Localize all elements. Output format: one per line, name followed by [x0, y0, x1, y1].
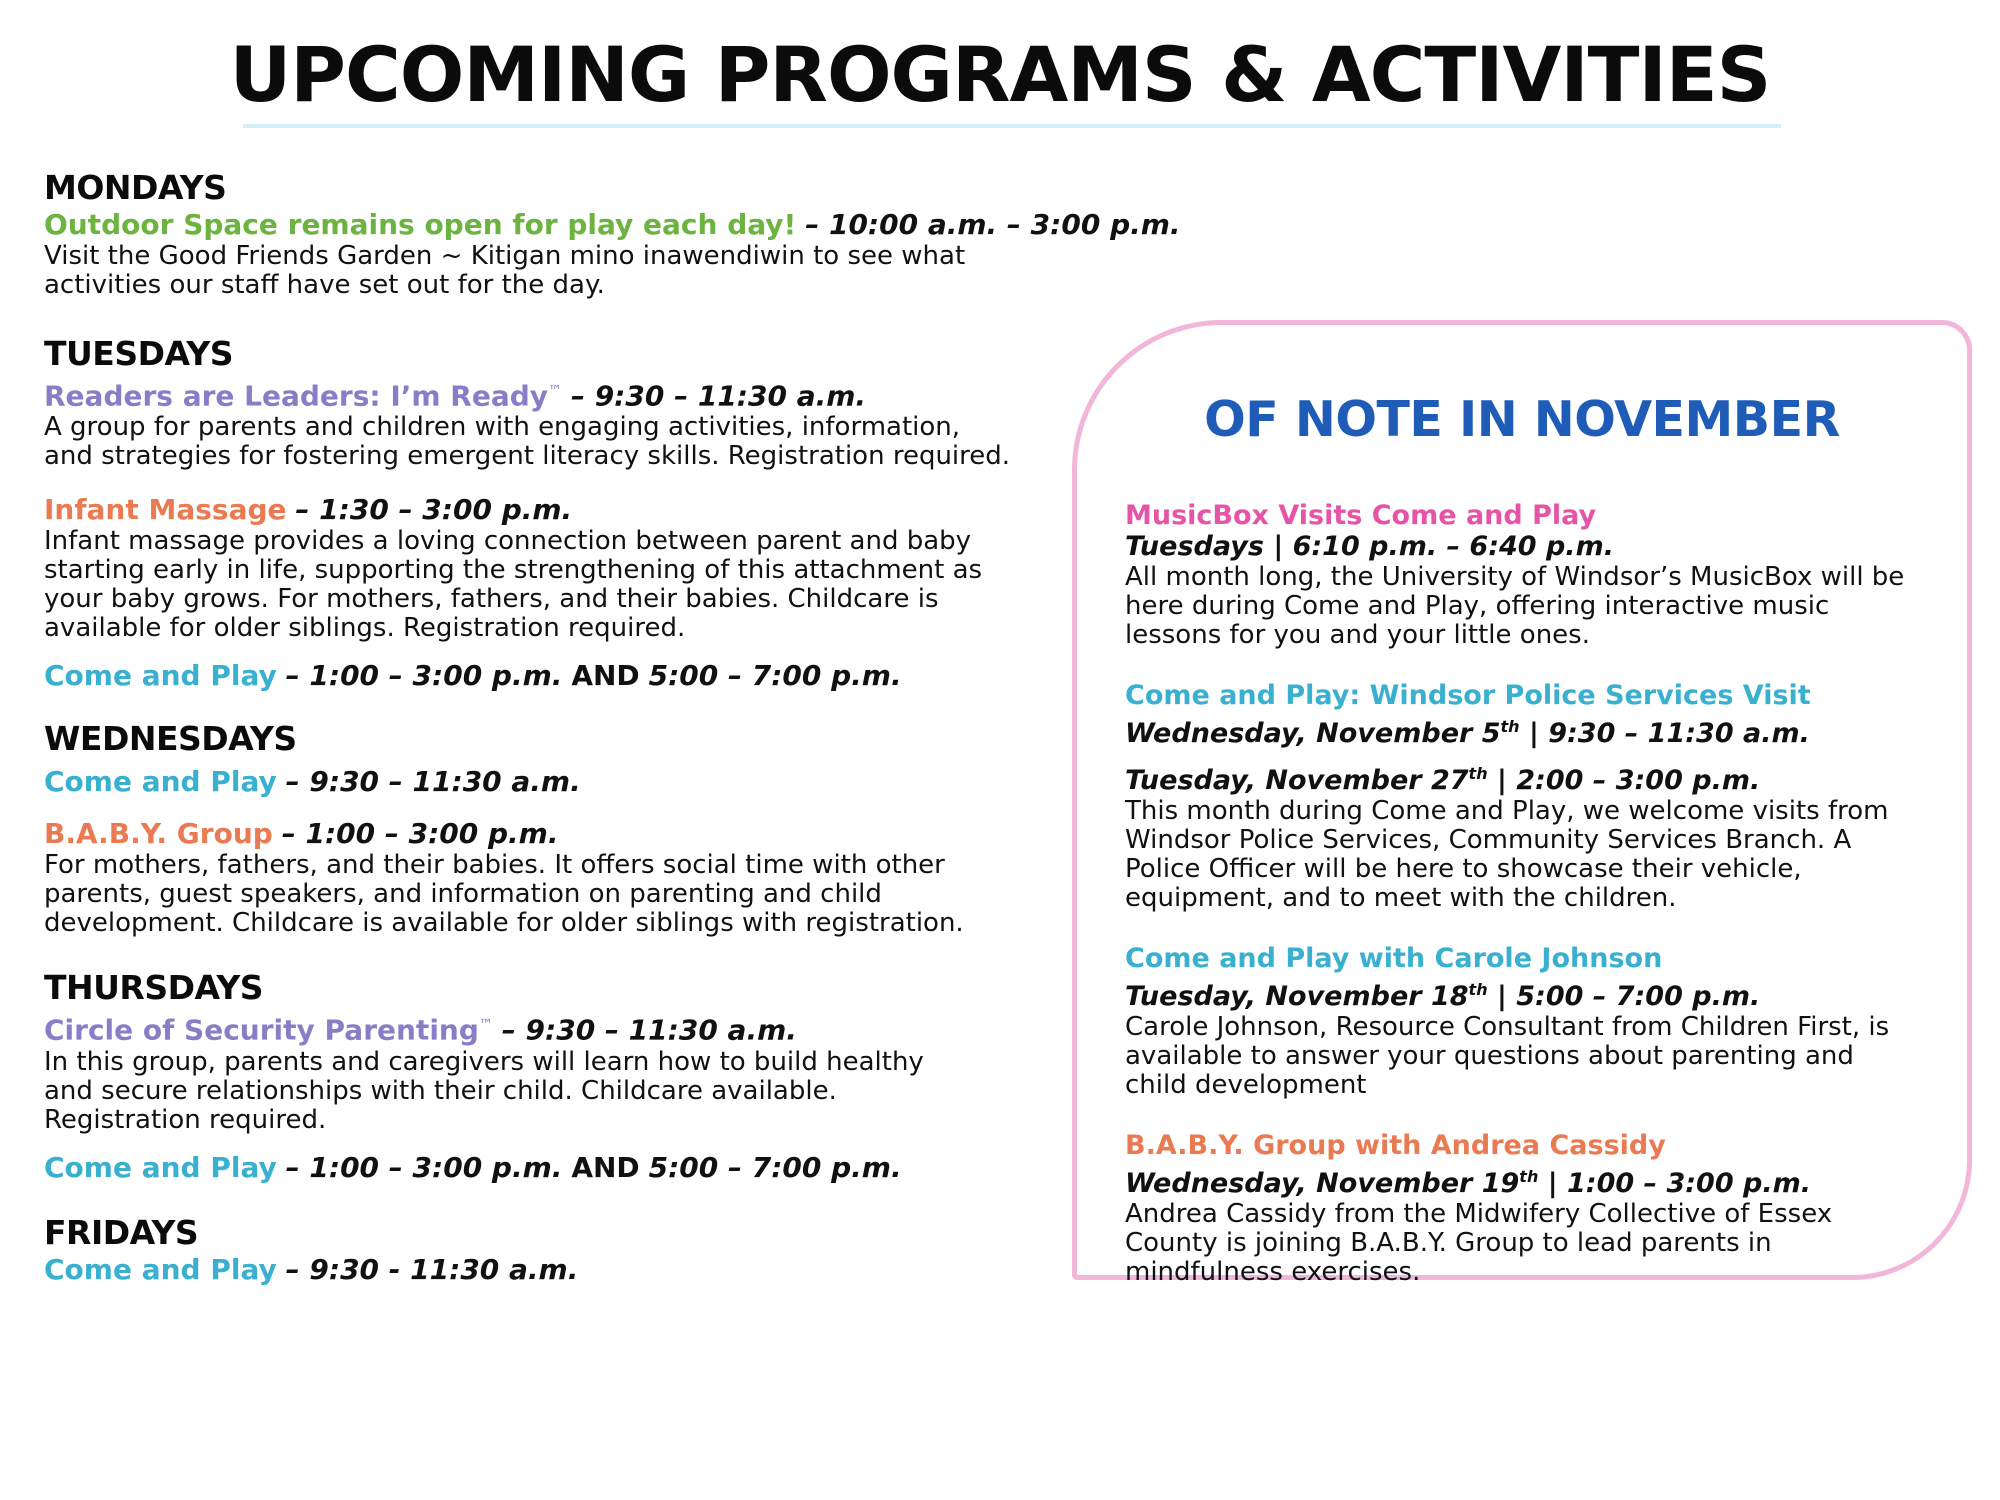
- program-description: In this group, parents and caregivers will learn how to build healthy: [44, 1046, 924, 1077]
- program-name: Readers are Leaders: I’m Ready: [44, 379, 549, 413]
- program-outdoor-space: [44, 208, 1181, 242]
- event-description: child development: [1125, 1070, 1367, 1100]
- program-description: Visit the Good Friends Garden ~ Kitigan mino inawendiwin to see what: [44, 241, 966, 271]
- event-description: mindfulness exercises.: [1125, 1257, 1421, 1287]
- program-name: Outdoor Space remains open for play each day!: [44, 208, 797, 241]
- event-title: Come and Play: Windsor Police Services Visit: [1125, 680, 1811, 711]
- program-come-and-play: [44, 1151, 1054, 1185]
- program-name: Infant Massage: [44, 493, 287, 527]
- trademark-mark: ™: [478, 1017, 493, 1034]
- event-description: lessons for you and your little ones.: [1125, 620, 1590, 650]
- event-title: MusicBox Visits Come and Play: [1125, 500, 1597, 531]
- event-description: County is joining B.A.B.Y. Group to lead parents in: [1125, 1228, 1772, 1258]
- program-time: – 10:00 a.m. – 3:00 p.m.: [805, 208, 1181, 241]
- program-description: Infant massage provides a loving connection between parent and baby: [44, 526, 972, 557]
- program-baby-group: [44, 817, 1054, 851]
- program-description: activities our staff have set out for the day.: [44, 270, 605, 300]
- event-date: Tuesday, November 18th | 5:00 – 7:00 p.m.: [1125, 980, 1761, 1012]
- event-date: Wednesday, November 5th | 9:30 – 11:30 a.m.: [1125, 717, 1810, 749]
- program-description: and strategies for fostering emergent literacy skills. Registration required.: [44, 441, 1011, 472]
- event-date: Tuesday, November 27th | 2:00 – 3:00 p.m.: [1125, 764, 1761, 796]
- event-description: This month during Come and Play, we welcome visits from: [1125, 796, 1889, 826]
- program-description: and secure relationships with their child. Childcare available.: [44, 1075, 837, 1106]
- program-come-and-play: [44, 765, 1054, 799]
- program-time: 5:00 – 7:00 p.m.: [648, 1150, 902, 1184]
- day-heading-wednesdays: WEDNESDAYS: [44, 719, 297, 759]
- program-time: – 1:00 – 3:00 p.m.: [285, 1150, 563, 1184]
- program-name: Come and Play: [44, 765, 277, 799]
- program-description: For mothers, fathers, and their babies. It offers social time with other: [44, 850, 945, 881]
- weekly-schedule: [44, 168, 1181, 1287]
- event-description: here during Come and Play, offering interactive music: [1125, 591, 1830, 621]
- program-come-and-play: [44, 659, 1054, 693]
- program-infant-massage: [44, 493, 1054, 527]
- program-description: starting early in life, supporting the strengthening of this attachment as: [44, 555, 983, 586]
- program-time: 5:00 – 7:00 p.m.: [648, 659, 902, 693]
- program-time: – 9:30 – 11:30 a.m.: [570, 379, 867, 413]
- event-title: Come and Play with Carole Johnson: [1125, 943, 1663, 974]
- program-time: – 1:00 – 3:00 p.m.: [281, 817, 559, 851]
- day-heading-fridays: FRIDAYS: [44, 1212, 199, 1252]
- program-come-and-play: [44, 1253, 1054, 1287]
- event-description: Carole Johnson, Resource Consultant from Children First, is: [1125, 1012, 1890, 1042]
- title-divider: [243, 124, 1781, 128]
- event-description: available to answer your questions about parenting and: [1125, 1041, 1854, 1071]
- program-time: – 9:30 - 11:30 a.m.: [285, 1252, 579, 1286]
- event-date: Tuesdays | 6:10 p.m. – 6:40 p.m.: [1125, 531, 1614, 562]
- program-name: Come and Play: [44, 1150, 277, 1184]
- program-and: AND: [571, 659, 640, 693]
- program-time: – 1:30 – 3:00 p.m.: [295, 493, 573, 527]
- event-description: Windsor Police Services, Community Services Branch. A: [1125, 825, 1852, 855]
- program-description: your baby grows. For mothers, fathers, and their babies. Childcare is: [44, 584, 939, 615]
- program-time: – 1:00 – 3:00 p.m.: [285, 659, 563, 693]
- event-description: All month long, the University of Windsor’s MusicBox will be: [1125, 562, 1905, 592]
- note-title: OF NOTE IN NOVEMBER: [1204, 391, 1840, 448]
- program-time: – 9:30 – 11:30 a.m.: [285, 765, 581, 799]
- page-title: UPCOMING PROGRAMS & ACTIVITIES: [229, 30, 1771, 119]
- day-heading-tuesdays: TUESDAYS: [44, 334, 234, 373]
- program-description: development. Childcare is available for older siblings with registration.: [44, 908, 964, 939]
- program-description: parents, guest speakers, and information on parenting and child: [44, 879, 882, 910]
- event-description: Andrea Cassidy from the Midwifery Collective of Essex: [1125, 1199, 1833, 1229]
- program-name: B.A.B.Y. Group: [44, 817, 273, 851]
- event-description: equipment, and to meet with the children.: [1125, 883, 1677, 913]
- program-description: Registration required.: [44, 1104, 327, 1135]
- event-title: B.A.B.Y. Group with Andrea Cassidy: [1125, 1130, 1666, 1161]
- event-date: Wednesday, November 19th | 1:00 – 3:00 p.m.: [1125, 1167, 1811, 1199]
- program-description: available for older siblings. Registration required.: [44, 613, 686, 644]
- program-name: Circle of Security Parenting: [44, 1013, 479, 1047]
- program-name: Come and Play: [44, 659, 277, 693]
- note-events: [1125, 500, 1945, 1287]
- program-description: A group for parents and children with engaging activities, information,: [44, 412, 961, 443]
- day-heading-mondays: MONDAYS: [44, 168, 227, 207]
- program-readers-are-leaders: [44, 374, 1054, 413]
- program-circle-of-security: [44, 1008, 1054, 1047]
- program-and: AND: [571, 1150, 640, 1184]
- trademark-mark: ™: [548, 383, 563, 399]
- program-name: Come and Play: [44, 1252, 277, 1286]
- program-time: – 9:30 – 11:30 a.m.: [501, 1013, 797, 1047]
- day-heading-thursdays: THURSDAYS: [44, 968, 264, 1008]
- event-description: Police Officer will be here to showcase their vehicle,: [1125, 854, 1802, 884]
